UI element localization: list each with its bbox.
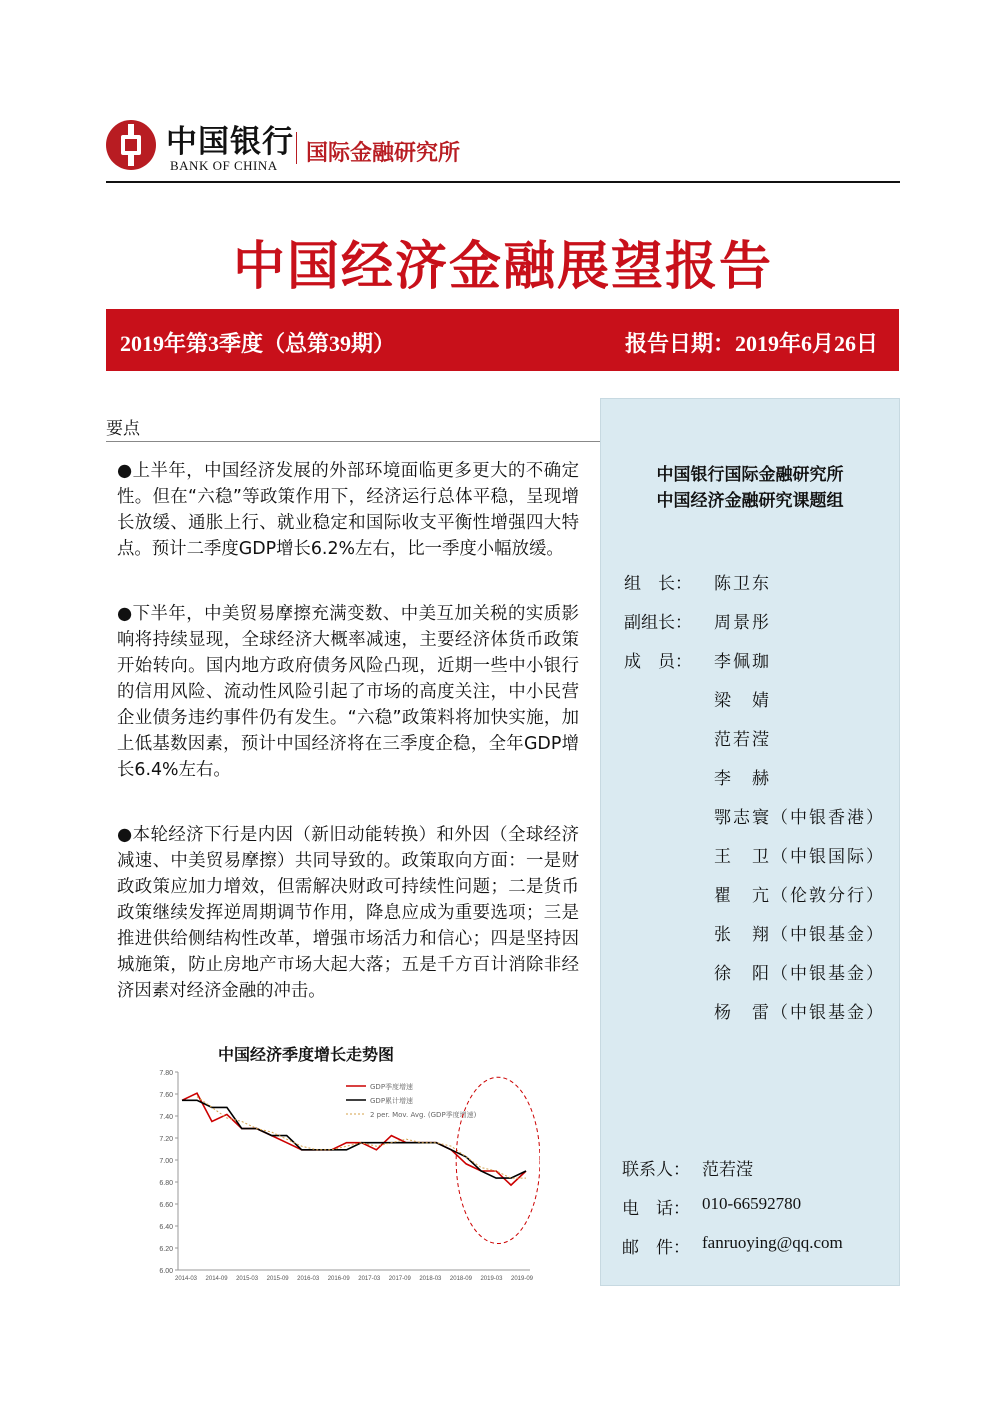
chart-title: 中国经济季度增长走势图 xyxy=(218,1045,395,1064)
logo-chinese-name: 中国银行 xyxy=(166,124,294,160)
team-role: 成 员： xyxy=(624,652,692,672)
legend-label: GDP季度增速 xyxy=(370,1083,414,1091)
x-tick-label: 2015-09 xyxy=(266,1276,289,1282)
x-tick-label: 2017-09 xyxy=(388,1276,411,1282)
team-member: 王 卫（中银国际） xyxy=(714,847,885,867)
key-point-paragraph: ●下半年，中美贸易摩擦充满变数、中美互加关税的实质影响将持续显现，全球经济大概率减速，主要经济体货币政策开始转向。国内地方政府债务风险凸现，近期一些中小银行的信用风险、流动性风险引起了市场的高度关注，中小民营企业债务违约事件仍有发生。“六稳”政策料将加快实施，加上低基数因素，预计中国经济将在三季度企稳，全年GDP增长6.4%左右。 xyxy=(117,604,579,780)
report-date: 报告日期：2019年6月26日 xyxy=(624,331,878,356)
team-member: 鄂志寰（中银香港） xyxy=(714,808,885,828)
contact-label: 电 话： xyxy=(622,1199,690,1219)
header-rule xyxy=(106,181,900,183)
x-tick-label: 2018-09 xyxy=(449,1276,472,1282)
y-tick-label: 6.20 xyxy=(159,1246,173,1253)
team-member: 李 赫 xyxy=(714,769,771,789)
team-role: 组 长： xyxy=(624,574,692,594)
team-member: 范若滢 xyxy=(714,730,771,750)
contact-person: 范若滢 xyxy=(702,1160,753,1179)
y-tick-label: 7.80 xyxy=(159,1070,173,1077)
x-tick-label: 2016-03 xyxy=(297,1276,320,1282)
gdp-growth-chart xyxy=(140,1066,540,1288)
series-line-1 xyxy=(182,1093,526,1185)
x-tick-label: 2016-09 xyxy=(327,1276,350,1282)
y-tick-label: 6.40 xyxy=(159,1224,173,1231)
logo-divider xyxy=(296,132,297,164)
key-point-paragraph: ●本轮经济下行是内因（新旧动能转换）和外因（全球经济减速、中美贸易摩擦）共同导致的。政策取向方面：一是财政政策应加力增效，但需解决财政可持续性问题；二是货币政策继续发挥逆周期调节作用，降息应成为重要选项；三是推进供给侧结构性改革，增强市场活力和信心；四是坚持因城施策，防止房地产市场大起大落；五是千方百计消除非经济因素对经济金融的冲击。 xyxy=(117,825,579,1001)
institute-name: 国际金融研究所 xyxy=(306,141,461,166)
contact-label: 邮 件： xyxy=(622,1238,690,1258)
team-role: 副组长： xyxy=(624,613,692,633)
y-tick-label: 6.80 xyxy=(159,1180,173,1187)
team-member: 张 翔（中银基金） xyxy=(714,925,885,945)
issue-label: 2019年第3季度（总第39期） xyxy=(120,331,396,356)
key-points-rule xyxy=(106,441,600,442)
x-tick-label: 2014-09 xyxy=(205,1276,228,1282)
logo-english-name: BANK OF CHINA xyxy=(170,158,278,173)
team-member: 李佩珈 xyxy=(714,652,771,672)
report-title: 中国经济金融展望报告 xyxy=(232,237,773,297)
y-tick-label: 7.00 xyxy=(159,1158,173,1165)
team-member: 徐 阳（中银基金） xyxy=(714,964,885,984)
y-tick-label: 6.60 xyxy=(159,1202,173,1209)
org-name-line2: 中国经济金融研究课题组 xyxy=(656,491,844,511)
contact-phone: 010-66592780 xyxy=(702,1194,802,1213)
x-tick-label: 2017-03 xyxy=(358,1276,381,1282)
y-tick-label: 7.40 xyxy=(159,1114,173,1121)
team-member: 杨 雷（中银基金） xyxy=(714,1003,885,1023)
team-member: 周景彤 xyxy=(714,613,771,633)
y-tick-label: 6.00 xyxy=(159,1268,173,1275)
bank-of-china-logo-icon xyxy=(106,120,156,170)
x-tick-label: 2014-03 xyxy=(174,1276,198,1282)
legend-label: GDP累计增速 xyxy=(370,1097,414,1105)
x-tick-label: 2019-03 xyxy=(480,1276,503,1282)
x-tick-label: 2019-09 xyxy=(510,1276,534,1282)
x-tick-label: 2015-03 xyxy=(236,1276,259,1282)
team-member: 梁 婧 xyxy=(714,691,771,711)
y-tick-label: 7.20 xyxy=(159,1136,173,1143)
key-point-paragraph: ●上半年，中国经济发展的外部环境面临更多更大的不确定性。但在“六稳”等政策作用下，经济运行总体平稳，呈现增长放缓、通胀上行、就业稳定和国际收支平衡性增强四大特点。预计二季度GDP增长6.2%左右，比一季度小幅放缓。 xyxy=(117,461,579,559)
y-tick-label: 7.60 xyxy=(159,1092,173,1099)
contact-email[interactable]: fanruoying@qq.com xyxy=(702,1233,843,1252)
team-member: 陈卫东 xyxy=(714,574,771,594)
team-member: 瞿 亢（伦敦分行） xyxy=(714,886,885,906)
legend-label: 2 per. Mov. Avg. (GDP季度增速) xyxy=(370,1111,477,1119)
key-points-heading: 要点 xyxy=(106,419,140,439)
contact-label: 联系人： xyxy=(622,1160,690,1180)
org-name-line1: 中国银行国际金融研究所 xyxy=(656,465,844,485)
x-tick-label: 2018-03 xyxy=(419,1276,442,1282)
